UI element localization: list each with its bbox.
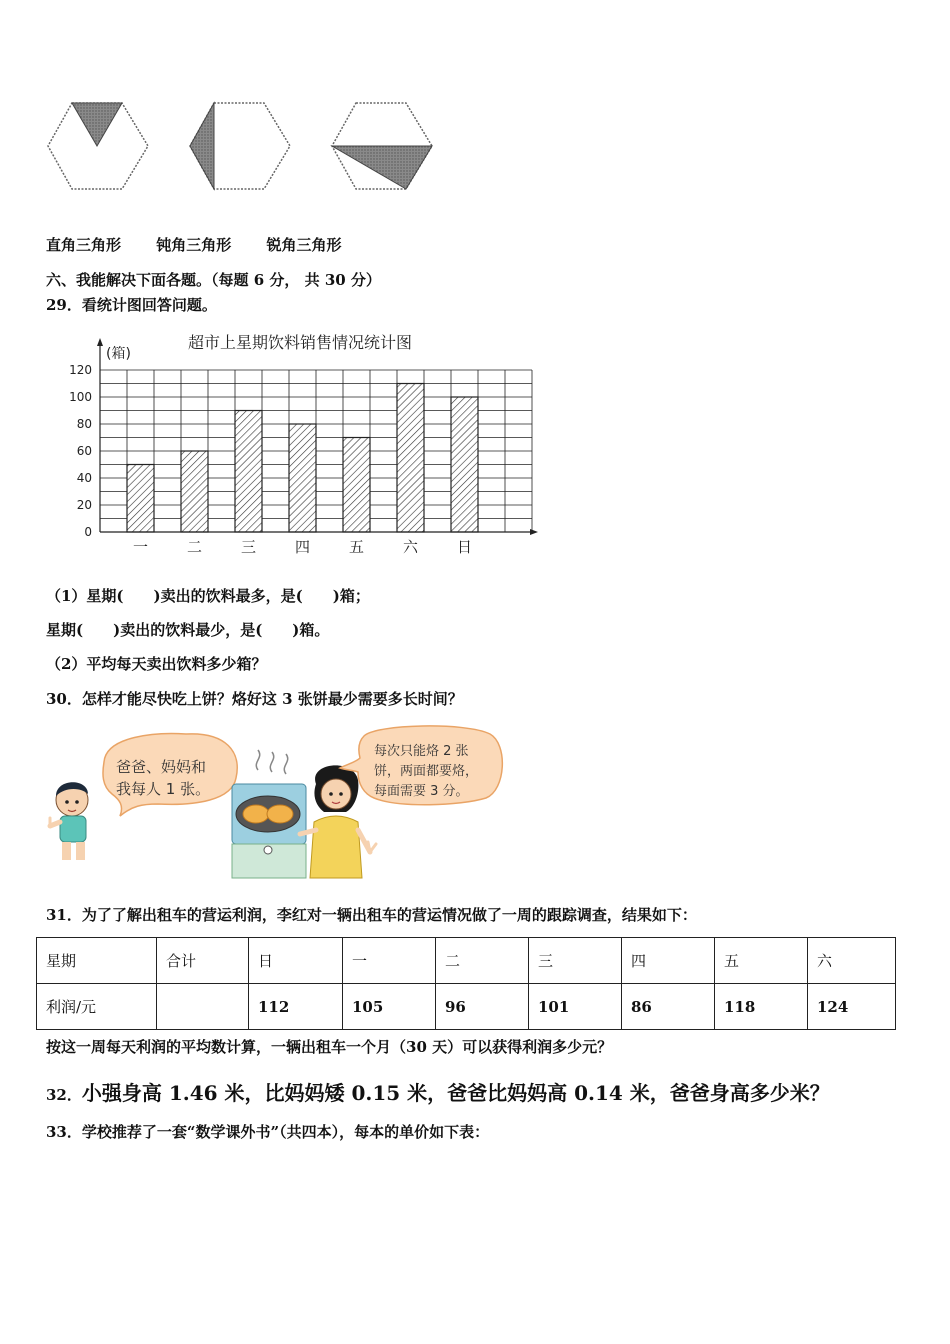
- header-cell-weekday: 星期: [37, 938, 157, 984]
- bar-4: [289, 424, 316, 532]
- boy-speech-bubble: [103, 734, 237, 816]
- y-tick-label: 80: [76, 417, 92, 431]
- chart-bars: [127, 384, 478, 533]
- value-cell-thu: 86: [622, 984, 715, 1030]
- bar-chart: [60, 328, 550, 560]
- header-cell-thu: 四: [622, 938, 715, 984]
- boy-figure: [50, 782, 88, 860]
- header-cell-sun: 日: [249, 938, 343, 984]
- triangle-label-obtuse: 钝角三角形: [156, 236, 232, 254]
- bar-6: [397, 384, 424, 533]
- mom-bubble-line-2: 饼，两面都要烙，: [374, 764, 479, 779]
- bar-7: [451, 397, 478, 532]
- value-cell-total: [157, 984, 249, 1030]
- y-tick-label: 0: [84, 525, 92, 539]
- question-32-number: 32．: [46, 1086, 82, 1104]
- question-29-prompt: 29．看统计图回答问题。: [46, 296, 217, 314]
- value-cell-wed: 101: [529, 984, 622, 1030]
- bar-2: [181, 451, 208, 532]
- x-tick-label: 日: [456, 538, 473, 556]
- header-cell-tue: 二: [436, 938, 529, 984]
- question-29-sub2: （2）平均每天卖出饮料多少箱？: [46, 655, 267, 673]
- hexagon-right-triangle: [48, 103, 148, 189]
- header-cell-fri: 五: [715, 938, 808, 984]
- y-tick-label: 60: [76, 444, 92, 458]
- x-tick-label: 一: [132, 538, 149, 556]
- mom-speech-bubble: [340, 726, 502, 805]
- triangle-label-right: 直角三角形: [46, 236, 122, 254]
- bar-5: [343, 438, 370, 533]
- profit-table-value-row: [37, 984, 896, 1030]
- question-29-sub1-b: 星期( )卖出的饮料最少，是( )箱。: [46, 621, 330, 639]
- boy-bubble-line-1: 爸爸、妈妈和: [116, 758, 207, 776]
- question-32: [46, 1080, 830, 1106]
- question-31-prompt: 31．为了了解出租车的营运利润，李红对一辆出租车的营运情况做了一周的跟踪调查，结果如下：: [46, 906, 697, 924]
- x-tick-label: 二: [186, 538, 203, 556]
- hexagon-obtuse-triangle: [190, 103, 290, 189]
- section-six-heading: 六、我能解决下面各题。（每题 6 分， 共 30 分）: [46, 271, 381, 289]
- hexagon-figures: [44, 98, 444, 194]
- profit-table-header-row: [37, 938, 896, 984]
- triangle-label-acute: 锐角三角形: [266, 236, 342, 254]
- question-32-text: 小强身高 1.46 米，比妈妈矮 0.15 米，爸爸比妈妈高 0.14 米，爸爸身高多少米？: [81, 1081, 830, 1105]
- triangle-labels: [46, 235, 372, 255]
- header-cell-wed: 三: [529, 938, 622, 984]
- question-33-prompt: 33．学校推荐了一套“数学课外书”（共四本），每本的单价如下表：: [46, 1123, 490, 1141]
- stove-figure: [232, 750, 306, 878]
- y-tick-label: 120: [69, 363, 92, 377]
- header-cell-total: 合计: [157, 938, 249, 984]
- header-cell-mon: 一: [343, 938, 436, 984]
- value-cell-tue: 96: [436, 984, 529, 1030]
- bar-1: [127, 465, 154, 533]
- hexagon-acute-triangle: [332, 103, 432, 189]
- boy-bubble-line-2: 我每人 1 张。: [116, 780, 211, 798]
- row-label-profit: 利润/元: [37, 984, 157, 1030]
- question-30-prompt: 30．怎样才能尽快吃上饼？烙好这 3 张饼最少需要多长时间？: [46, 690, 463, 708]
- y-tick-label: 40: [76, 471, 92, 485]
- value-cell-sat: 124: [808, 984, 896, 1030]
- x-tick-label: 三: [240, 538, 257, 556]
- chart-title: 超市上星期饮料销售情况统计图: [187, 333, 413, 352]
- profit-table: [36, 937, 896, 1030]
- chart-y-ticks: [69, 363, 92, 539]
- chart-x-ticks: [133, 538, 472, 556]
- value-cell-sun: 112: [249, 984, 343, 1030]
- value-cell-fri: 118: [715, 984, 808, 1030]
- x-tick-label: 四: [294, 538, 311, 556]
- question-31-question: 按这一周每天利润的平均数计算，一辆出租车一个月（30 天）可以获得利润多少元？: [46, 1038, 613, 1056]
- bar-3: [235, 411, 262, 533]
- y-tick-label: 100: [69, 390, 92, 404]
- question-29-sub1-a: （1）星期( )卖出的饮料最多，是( )箱；: [46, 587, 370, 605]
- mom-bubble-line-3: 每面需要 3 分。: [374, 784, 469, 799]
- y-tick-label: 20: [76, 498, 92, 512]
- chart-ylabel: (箱): [106, 346, 131, 362]
- x-tick-label: 六: [402, 538, 419, 556]
- pancake-scene: [46, 722, 506, 882]
- mom-bubble-line-1: 每次只能烙 2 张: [374, 744, 469, 759]
- value-cell-mon: 105: [343, 984, 436, 1030]
- header-cell-sat: 六: [808, 938, 896, 984]
- x-tick-label: 五: [348, 538, 365, 556]
